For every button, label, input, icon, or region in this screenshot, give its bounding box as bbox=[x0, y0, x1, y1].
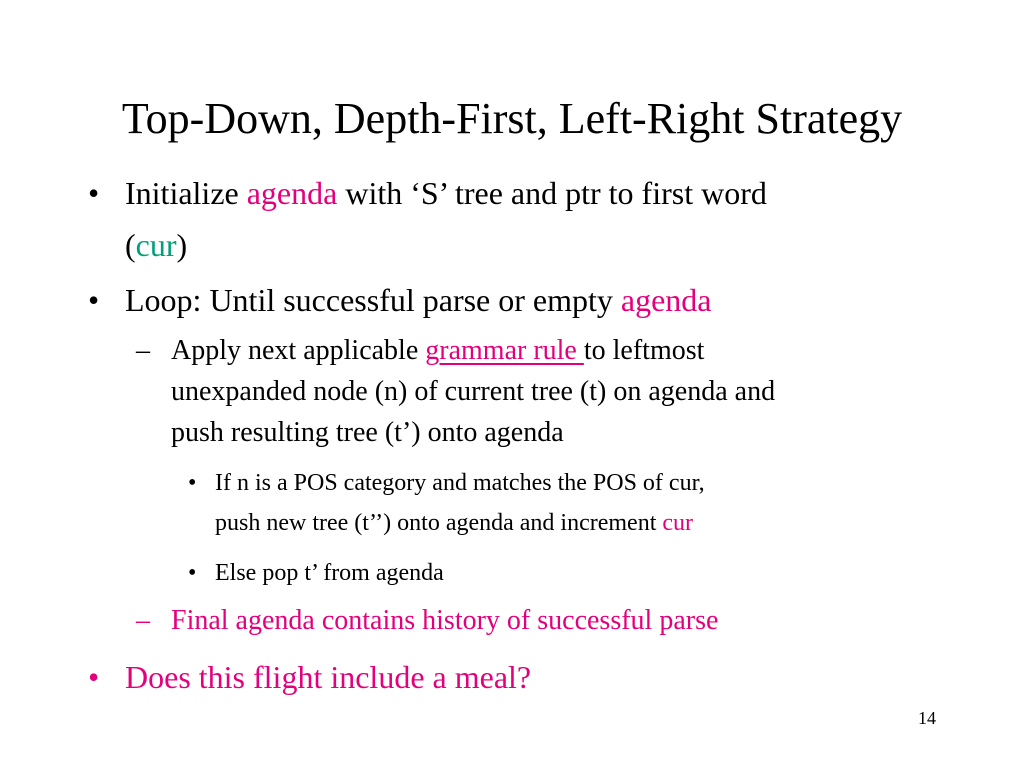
text-segment: with ‘S’ tree and ptr to first word bbox=[337, 175, 767, 211]
bullet-line: Does this flight include a meal? bbox=[125, 659, 532, 695]
text-segment: to leftmost bbox=[583, 335, 705, 366]
bullet-line bbox=[171, 333, 704, 369]
highlight-cur: cur bbox=[135, 227, 177, 263]
grammar-rule-link[interactable]: grammar rule bbox=[425, 335, 584, 366]
bullet-line: unexpanded node (n) of current tree (t) on agenda and bbox=[171, 376, 776, 407]
bullet-line bbox=[215, 505, 693, 541]
dash-marker: – bbox=[136, 605, 150, 636]
text-segment: Loop: Until successful parse or empty bbox=[125, 282, 621, 318]
text-segment: ) bbox=[176, 227, 188, 263]
text-segment: push new tree (t’’) onto agenda and increment bbox=[215, 510, 663, 536]
slide-title: Top-Down, Depth-First, Left-Right Strategy bbox=[121, 94, 903, 143]
bullet-marker: • bbox=[188, 470, 197, 496]
bullet-marker: • bbox=[88, 659, 100, 695]
page-number: 14 bbox=[918, 708, 936, 728]
bullet-line: Final agenda contains history of successful parse bbox=[171, 605, 719, 636]
bullet-line: If n is a POS category and matches the POS of cur, bbox=[215, 470, 705, 496]
bullet-marker: • bbox=[188, 560, 197, 586]
bullet-line: push resulting tree (t’) onto agenda bbox=[171, 417, 564, 448]
bullet-marker: • bbox=[88, 175, 100, 211]
bullet-line bbox=[125, 173, 767, 213]
bullet-line bbox=[125, 280, 712, 320]
text-segment: ( bbox=[125, 227, 136, 263]
text-segment: Initialize bbox=[125, 175, 247, 211]
highlight-agenda: agenda bbox=[246, 175, 338, 211]
bullet-line bbox=[125, 225, 187, 265]
highlight-agenda: agenda bbox=[620, 282, 712, 318]
bullet-line: Else pop t’ from agenda bbox=[215, 560, 444, 586]
bullet-marker: • bbox=[88, 282, 100, 318]
text-segment: Apply next applicable bbox=[171, 335, 426, 366]
highlight-cur: cur bbox=[662, 510, 694, 536]
dash-marker: – bbox=[136, 335, 150, 366]
